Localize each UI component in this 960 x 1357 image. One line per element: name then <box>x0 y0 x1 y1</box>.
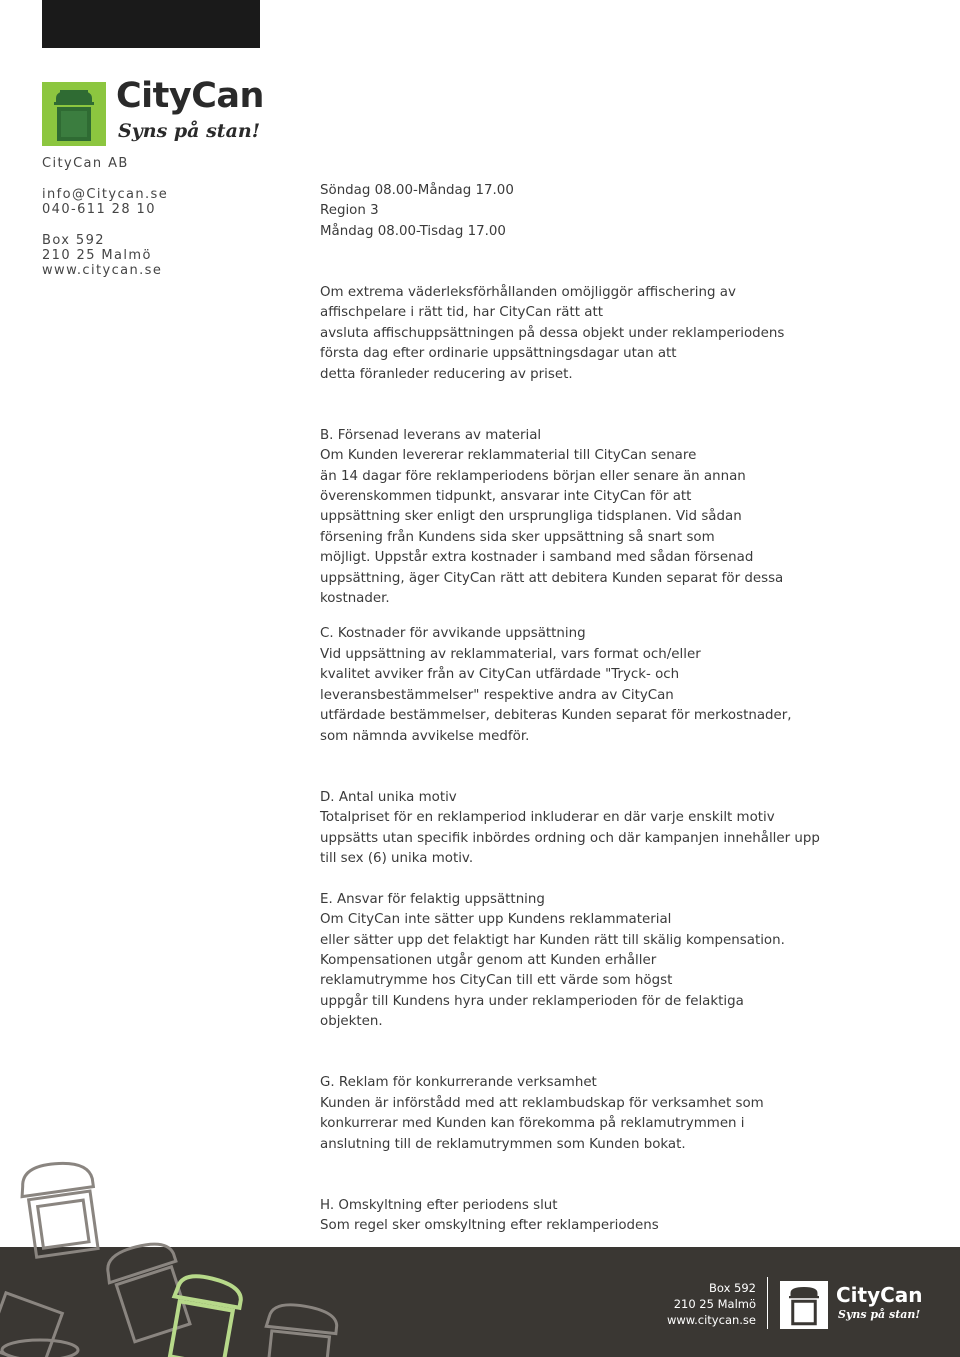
paragraph-line: till sex (6) unika motiv. <box>320 850 474 866</box>
header-black-bar <box>42 0 260 48</box>
paragraph-line: möjligt. Uppstår extra kostnader i samband med sådan försenad <box>320 550 754 566</box>
logo-wordmark: CityCan <box>116 76 264 116</box>
section-d <box>320 788 920 870</box>
section-e <box>320 890 920 1033</box>
footer-postal: 210 25 Malmö <box>673 1297 756 1311</box>
footer-box: Box 592 <box>709 1281 756 1295</box>
footer-logo <box>780 1281 930 1331</box>
footer-tagline: Syns på stan! <box>838 1308 921 1321</box>
paragraph-line: leveransbestämmelser" respektive andra av CityCan <box>320 687 674 703</box>
weather-paragraph <box>320 283 920 385</box>
paragraph-line: utfärdade bestämmelser, debiteras Kunden separat för merkostnader, <box>320 708 792 724</box>
section-h <box>320 1196 920 1237</box>
section-b <box>320 426 920 610</box>
footer-website-link[interactable]: www.citycan.se <box>666 1313 756 1327</box>
section-heading: E. Ansvar för felaktig uppsättning <box>320 891 545 907</box>
sender-contact-block <box>42 156 168 278</box>
section-heading: B. Försenad leverans av material <box>320 427 542 443</box>
schedule-line: Region 3 <box>320 203 379 219</box>
paragraph-line: uppsätts utan specifik inbördes ordning och där kampanjen innehåller upp <box>320 830 820 846</box>
footer-wordmark: CityCan <box>836 1283 923 1307</box>
paragraph-line: Kompensationen utgår genom att Kunden erhåller <box>320 952 657 968</box>
paragraph-line: uppgår till Kundens hyra under reklamperioden för de felaktiga <box>320 993 744 1009</box>
paragraph-line: uppsättning, äger CityCan rätt att debitera Kunden separat för dessa <box>320 570 784 586</box>
trash-can-logo-icon <box>42 82 106 146</box>
paragraph-line: Vid uppsättning av reklammaterial, vars format och/eller <box>320 646 701 662</box>
footer-band <box>0 1247 960 1357</box>
paragraph-line: reklamutrymme hos CityCan till ett värde som högst <box>320 973 673 989</box>
trash-can-logo-icon <box>780 1281 828 1329</box>
schedule-block <box>320 181 920 242</box>
paragraph-line: kvalitet avviker från av CityCan utfärdade "Tryck- och <box>320 667 680 683</box>
paragraph-line: Kunden är införstådd med att reklambudskap för verksamhet som <box>320 1095 764 1111</box>
paragraph-line: avsluta affischuppsättningen på dessa objekt under reklamperiodens <box>320 325 785 341</box>
paragraph-line: som nämnda avvikelse medför. <box>320 728 530 744</box>
bin-outline-icon <box>18 1159 102 1258</box>
paragraph-line: eller sätter upp det felaktigt har Kunden rätt till skälig kompensation. <box>320 932 785 948</box>
section-c <box>320 624 920 746</box>
paragraph-line: kostnader. <box>320 591 390 607</box>
schedule-line: Måndag 08.00-Tisdag 17.00 <box>320 223 506 239</box>
footer-address <box>660 1280 756 1328</box>
postal-box: Box 592 <box>42 233 105 248</box>
section-heading: H. Omskyltning efter periodens slut <box>320 1197 558 1213</box>
paragraph-line: anslutning till de reklamutrymmen som Kunden bokat. <box>320 1136 686 1152</box>
website-link[interactable]: www.citycan.se <box>42 263 163 278</box>
company-name: CityCan AB <box>42 156 129 171</box>
paragraph-line: konkurrerar med Kunden kan förekomma på reklamutrymmen i <box>320 1116 745 1132</box>
paragraph-line: objekten. <box>320 1014 383 1030</box>
schedule-line: Söndag 08.00-Måndag 17.00 <box>320 183 514 198</box>
footer-divider <box>767 1277 768 1329</box>
paragraph-line: Om CityCan inte sätter upp Kundens reklammaterial <box>320 912 672 928</box>
section-g <box>320 1073 920 1155</box>
paragraph-line: detta föranleder reducering av priset. <box>320 366 573 382</box>
paragraph-line: Om extrema väderleksförhållanden omöjliggör affischering av <box>320 285 736 300</box>
phone-number: 040-611 28 10 <box>42 202 156 217</box>
paragraph-line: Totalpriset för en reklamperiod inkluderar en där varje enskilt motiv <box>320 810 775 826</box>
paragraph-line: Om Kunden levererar reklammaterial till CityCan senare <box>320 448 697 464</box>
section-heading: G. Reklam för konkurrerande verksamhet <box>320 1075 597 1091</box>
logo-tagline: Syns på stan! <box>118 120 261 142</box>
paragraph-line: försening från Kundens sida sker uppsättning så snart som <box>320 529 715 545</box>
paragraph-line: affischpelare i rätt tid, har CityCan rätt att <box>320 305 603 321</box>
paragraph-line: uppsättning sker enligt den ursprungliga tidsplanen. Vid sådan <box>320 509 742 525</box>
section-heading: D. Antal unika motiv <box>320 789 457 805</box>
section-heading: C. Kostnader för avvikande uppsättning <box>320 626 586 642</box>
document-body <box>320 181 920 1237</box>
citycan-logo <box>42 76 272 148</box>
paragraph-line: Som regel sker omskyltning efter reklamperiodens <box>320 1218 659 1234</box>
postal-address: 210 25 Malmö <box>42 248 152 263</box>
email-link[interactable]: info@Citycan.se <box>42 187 169 202</box>
paragraph-line: än 14 dagar före reklamperiodens början eller senare än annan <box>320 468 746 484</box>
paragraph-line: första dag efter ordinarie uppsättningsdagar utan att <box>320 346 677 362</box>
paragraph-line: överenskommen tidpunkt, ansvarar inte CityCan för att <box>320 489 692 505</box>
